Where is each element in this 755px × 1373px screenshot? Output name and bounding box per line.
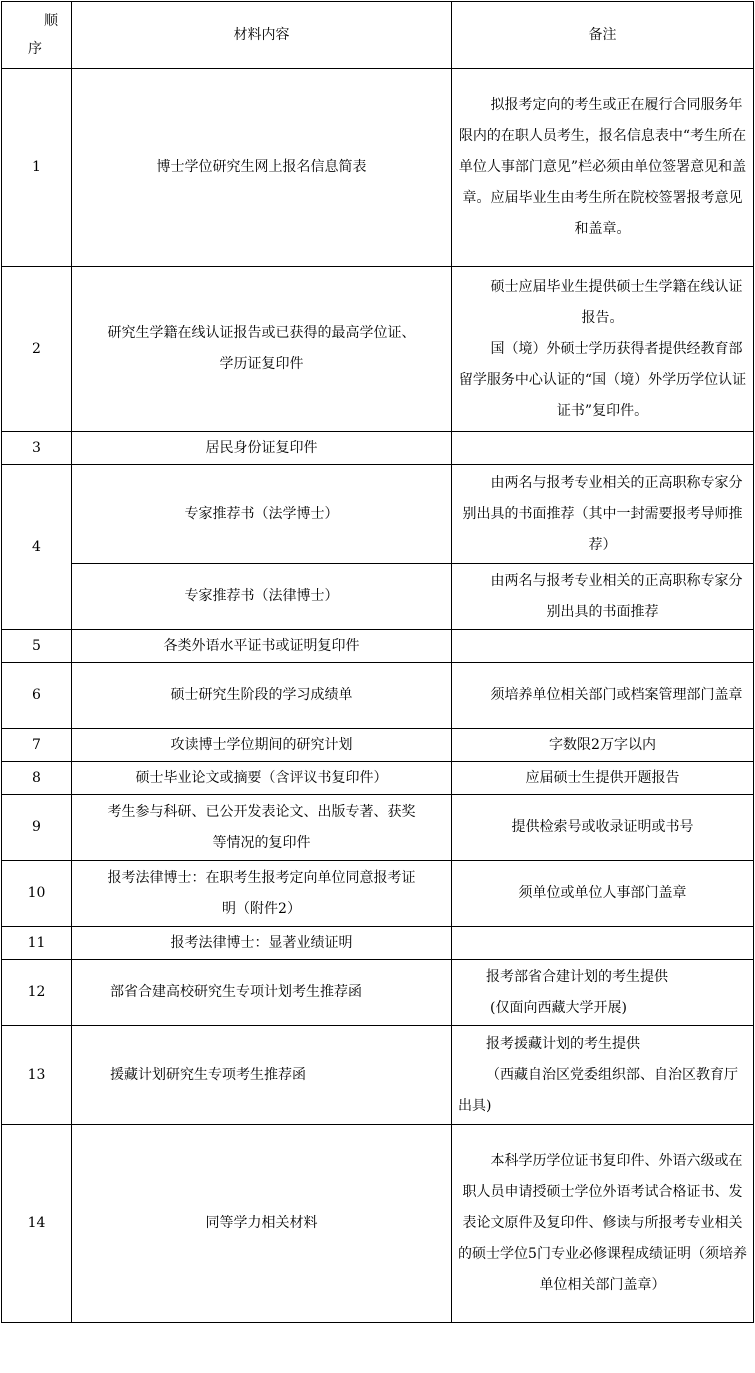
row-material: 硕士研究生阶段的学习成绩单 — [72, 663, 452, 729]
table-row — [2, 762, 754, 795]
row-number: 12 — [2, 960, 72, 1026]
table-row — [2, 1026, 754, 1125]
table-row — [2, 795, 754, 861]
row-remarks — [452, 927, 754, 960]
row-material: 专家推荐书（法律博士） — [72, 564, 452, 630]
row-remarks — [452, 663, 754, 729]
remark-text: （西藏自治区党委组织部、自治区教育厅出具) — [458, 1066, 738, 1114]
remark-text: 须培养单位相关部门或档案管理部门盖章 — [490, 687, 743, 703]
remark-text: 硕士应届毕业生提供硕士生学籍在线认证报告。 — [490, 278, 743, 326]
row-material: 考生参与科研、已公开发表论文、出版专著、获奖等情况的复印件 — [72, 795, 452, 861]
row-material: 报考法律博士：显著业绩证明 — [72, 927, 452, 960]
header-order-line2: 序 — [28, 41, 42, 57]
row-remarks — [452, 630, 754, 663]
header-material: 材料内容 — [72, 2, 452, 69]
table-row — [2, 630, 754, 663]
remark-text: (仅面向西藏大学开展) — [490, 999, 627, 1016]
row-remarks: 提供检索号或收录证明或书号 — [452, 795, 754, 861]
row-number: 2 — [2, 267, 72, 432]
row-number: 6 — [2, 663, 72, 729]
table-row — [2, 69, 754, 267]
table-row — [2, 267, 754, 432]
row-remarks: 应届硕士生提供开题报告 — [452, 762, 754, 795]
remark-text: 国（境）外硕士学历获得者提供经教育部留学服务中心认证的“国（境）外学历学位认证证书”复印件。 — [458, 340, 747, 419]
row-remarks — [452, 960, 754, 1026]
row-material: 专家推荐书（法学博士） — [72, 465, 452, 564]
table-row — [2, 960, 754, 1026]
remark-text: 拟报考定向的考生或正在履行合同服务年限内的在职人员考生，报名信息表中“考生所在单位人事部门意见”栏必须由单位签署意见和盖章。应届毕业生由考生所在院校签署报考意见和盖章。 — [458, 97, 747, 237]
row-material: 居民身份证复印件 — [72, 432, 452, 465]
remark-text: 报考部省合建计划的考生提供 — [486, 968, 668, 985]
row-material: 硕士毕业论文或摘要（含评议书复印件） — [72, 762, 452, 795]
remark-text: 由两名与报考专业相关的正高职称专家分别出具的书面推荐（其中一封需要报考导师推荐） — [462, 474, 743, 553]
row-number: 11 — [2, 927, 72, 960]
row-remarks: 须单位或单位人事部门盖章 — [452, 861, 754, 927]
row-remarks: 字数限2万字以内 — [452, 729, 754, 762]
row-material: 同等学力相关材料 — [72, 1125, 452, 1323]
row-remarks — [452, 1125, 754, 1323]
row-number: 8 — [2, 762, 72, 795]
row-number: 10 — [2, 861, 72, 927]
table-row — [2, 927, 754, 960]
table-row — [2, 1125, 754, 1323]
header-row — [2, 2, 754, 69]
remark-text: 报考援藏计划的考生提供 — [486, 1035, 640, 1052]
row-number: 3 — [2, 432, 72, 465]
table-row — [2, 663, 754, 729]
row-number: 14 — [2, 1125, 72, 1323]
row-number: 5 — [2, 630, 72, 663]
remark-text: 本科学历学位证书复印件、外语六级或在职人员申请授硕士学位外语考试合格证书、发表论文原件及复印件、修读与所报考专业相关的硕士学位5门专业必修课程成绩证明（须培养单位相关部门盖章） — [458, 1153, 747, 1293]
row-remarks — [452, 432, 754, 465]
row-material: 攻读博士学位期间的研究计划 — [72, 729, 452, 762]
header-remarks: 备注 — [452, 2, 754, 69]
row-number: 7 — [2, 729, 72, 762]
row-number: 4 — [2, 465, 72, 630]
table-row — [2, 564, 754, 630]
row-remarks — [452, 1026, 754, 1125]
header-order-line1: 顺 — [44, 13, 58, 29]
row-number: 9 — [2, 795, 72, 861]
table-row — [2, 861, 754, 927]
materials-table — [1, 1, 754, 1323]
row-number: 1 — [2, 69, 72, 267]
row-material: 部省合建高校研究生专项计划考生推荐函 — [72, 960, 452, 1026]
row-number: 13 — [2, 1026, 72, 1125]
row-remarks — [452, 564, 754, 630]
header-order — [2, 2, 72, 69]
row-remarks — [452, 69, 754, 267]
row-remarks — [452, 465, 754, 564]
remark-text: 由两名与报考专业相关的正高职称专家分别出具的书面推荐 — [490, 572, 743, 620]
row-material: 博士学位研究生网上报名信息简表 — [72, 69, 452, 267]
table-row — [2, 432, 754, 465]
table-row — [2, 465, 754, 564]
row-material: 援藏计划研究生专项考生推荐函 — [72, 1026, 452, 1125]
row-material: 报考法律博士：在职考生报考定向单位同意报考证明（附件2） — [72, 861, 452, 927]
row-remarks — [452, 267, 754, 432]
row-material: 各类外语水平证书或证明复印件 — [72, 630, 452, 663]
table-row — [2, 729, 754, 762]
row-material: 研究生学籍在线认证报告或已获得的最高学位证、学历证复印件 — [72, 267, 452, 432]
